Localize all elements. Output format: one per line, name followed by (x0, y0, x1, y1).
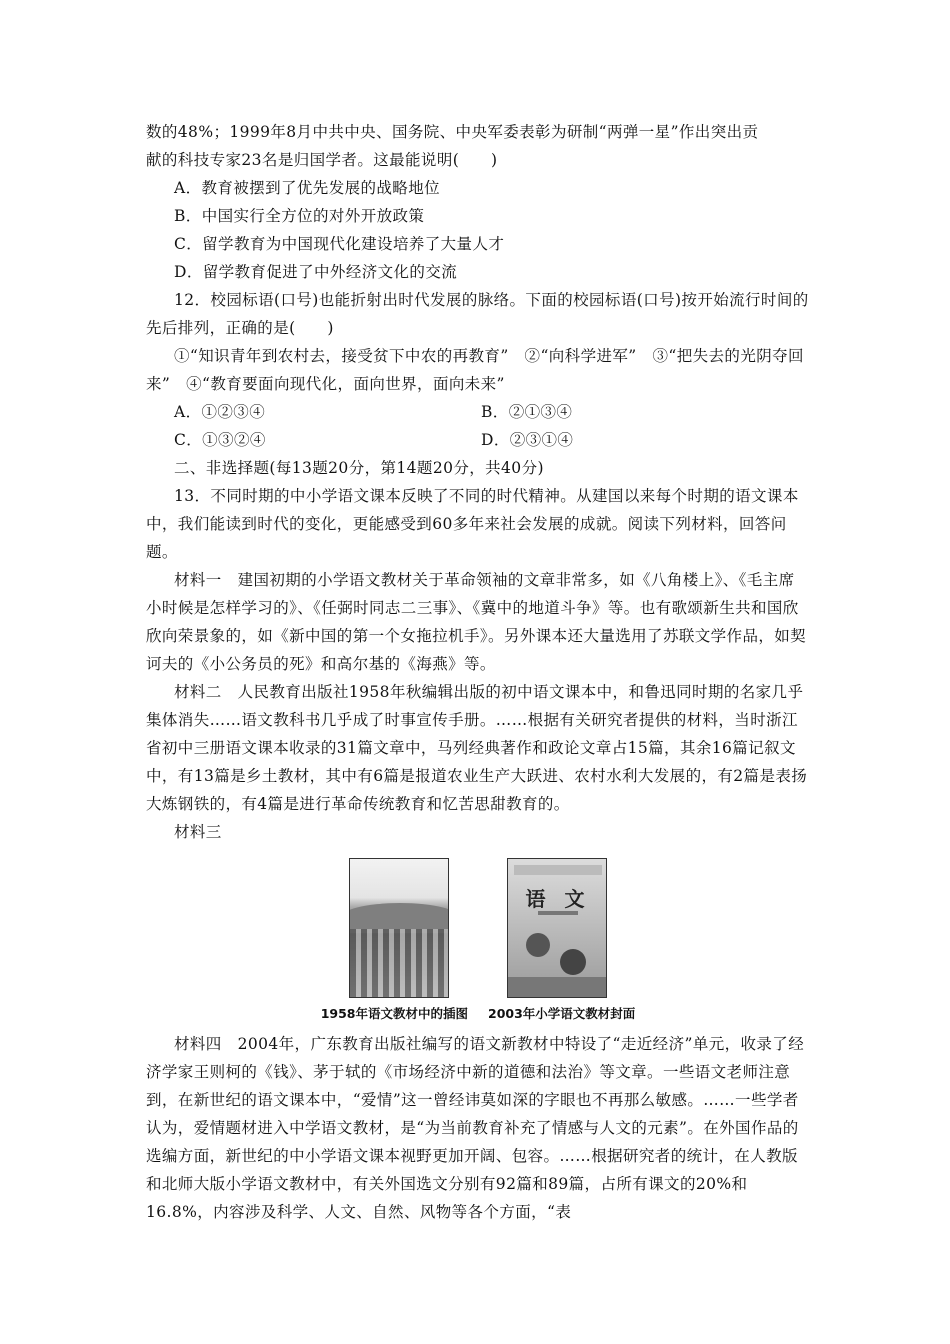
figure-captions (146, 1004, 810, 1022)
text-line: 数的48%；1999年8月中共中央、国务院、中央军委表彰为研制“两弹一星”作出突出贡 (146, 123, 759, 141)
text-line: 献的科技专家23名是归国学者。这最能说明( ) (146, 151, 498, 169)
q12-option-b: B．②①③④ (481, 403, 573, 421)
q12-items: ①“知识青年到农村去，接受贫下中农的再教育” ②“向科学进军” ③“把失去的光阴夺回来” ④“教育要面向现代化，面向世界，面向未来” (146, 347, 804, 393)
q12-option-c: C．①③②④ (174, 431, 266, 449)
q12-option-a: A．①②③④ (174, 403, 266, 421)
q11-option-c: C．留学教育为中国现代化建设培养了大量人才 (174, 235, 505, 253)
caption-2003: 2003年小学语文教材封面 (488, 1006, 636, 1021)
q11-option-d: D．留学教育促进了中外经济文化的交流 (174, 263, 458, 281)
q12-options-row-2 (146, 426, 810, 454)
material-1: 材料一 建国初期的小学语文教材关于革命领袖的文章非常多，如《八角楼上》、《毛主席小时候是怎样学习的》、《任弼时同志二三事》、《冀中的地道斗争》等。也有歌颂新生共和国欣欣向荣景象的，如《新中国的第一个女拖拉机手》。另外课本还大量选用了苏联文学作品，如契诃夫的《小公务员的死》和高尔基的《海燕》等。 (146, 571, 807, 673)
illustration-1958-image (349, 858, 449, 998)
material-3-label: 材料三 (174, 823, 222, 841)
q12-option-d: D．②③①④ (481, 431, 574, 449)
textbook-cover-2003-image (507, 858, 607, 998)
section-heading: 二、非选择题(每13题20分，第14题20分，共40分) (174, 459, 544, 477)
q12-options-row-1 (146, 398, 810, 426)
q11-option-b: B．中国实行全方位的对外开放政策 (174, 207, 425, 225)
cover-title: 语 文 (525, 887, 591, 911)
material-4: 材料四 2004年，广东教育出版社编写的语文新教材中特设了“走近经济”单元，收录了经济学家王则柯的《钱》、茅于轼的《市场经济中新的道德和法治》等文章。一些语文老师注意到，在新世纪的语文课本中，“爱情”这一曾经讳莫如深的字眼也不再那么敏感。……一些学者认为，爱情题材进入中学语文教材，是“为当前教育补充了情感与人文的元素”。在外国作品的选编方面，新世纪的中小学语文课本视野更加开阔、包容。……根据研究者的统计，在人教版和北师大版小学语文教材中，有关外国选文分别有92篇和89篇，占所有课文的20%和16.8%，内容涉及科学、人文、自然、风物等各个方面，“表 (146, 1035, 805, 1221)
material-2: 材料二 人民教育出版社1958年秋编辑出版的初中语文课本中，和鲁迅同时期的名家几乎集体消失……语文教科书几乎成了时事宣传手册。……根据有关研究者提供的材料，当时浙江省初中三册语文课本收录的31篇文章中，马列经典著作和政论文章占15篇，其余16篇记叙文中，有13篇是乡土教材，其中有6篇是报道农业生产大跃进、农村水利大发展的，有2篇是表扬大炼钢铁的，有4篇是进行革命传统教育和忆苦思甜教育的。 (146, 683, 808, 813)
figure-row (146, 858, 810, 998)
q12-stem: 12．校园标语(口号)也能折射出时代发展的脉络。下面的校园标语(口号)按开始流行时间的先后排列，正确的是( ) (146, 291, 809, 337)
caption-1958: 1958年语文教材中的插图 (320, 1006, 468, 1021)
q13-stem: 13．不同时期的中小学语文课本反映了不同的时代精神。从建国以来每个时期的语文课本中，我们能读到时代的变化，更能感受到60多年来社会发展的成就。阅读下列材料，回答问题。 (146, 487, 799, 561)
q11-option-a: A．教育被摆到了优先发展的战略地位 (174, 179, 440, 197)
document-body (146, 118, 810, 1226)
